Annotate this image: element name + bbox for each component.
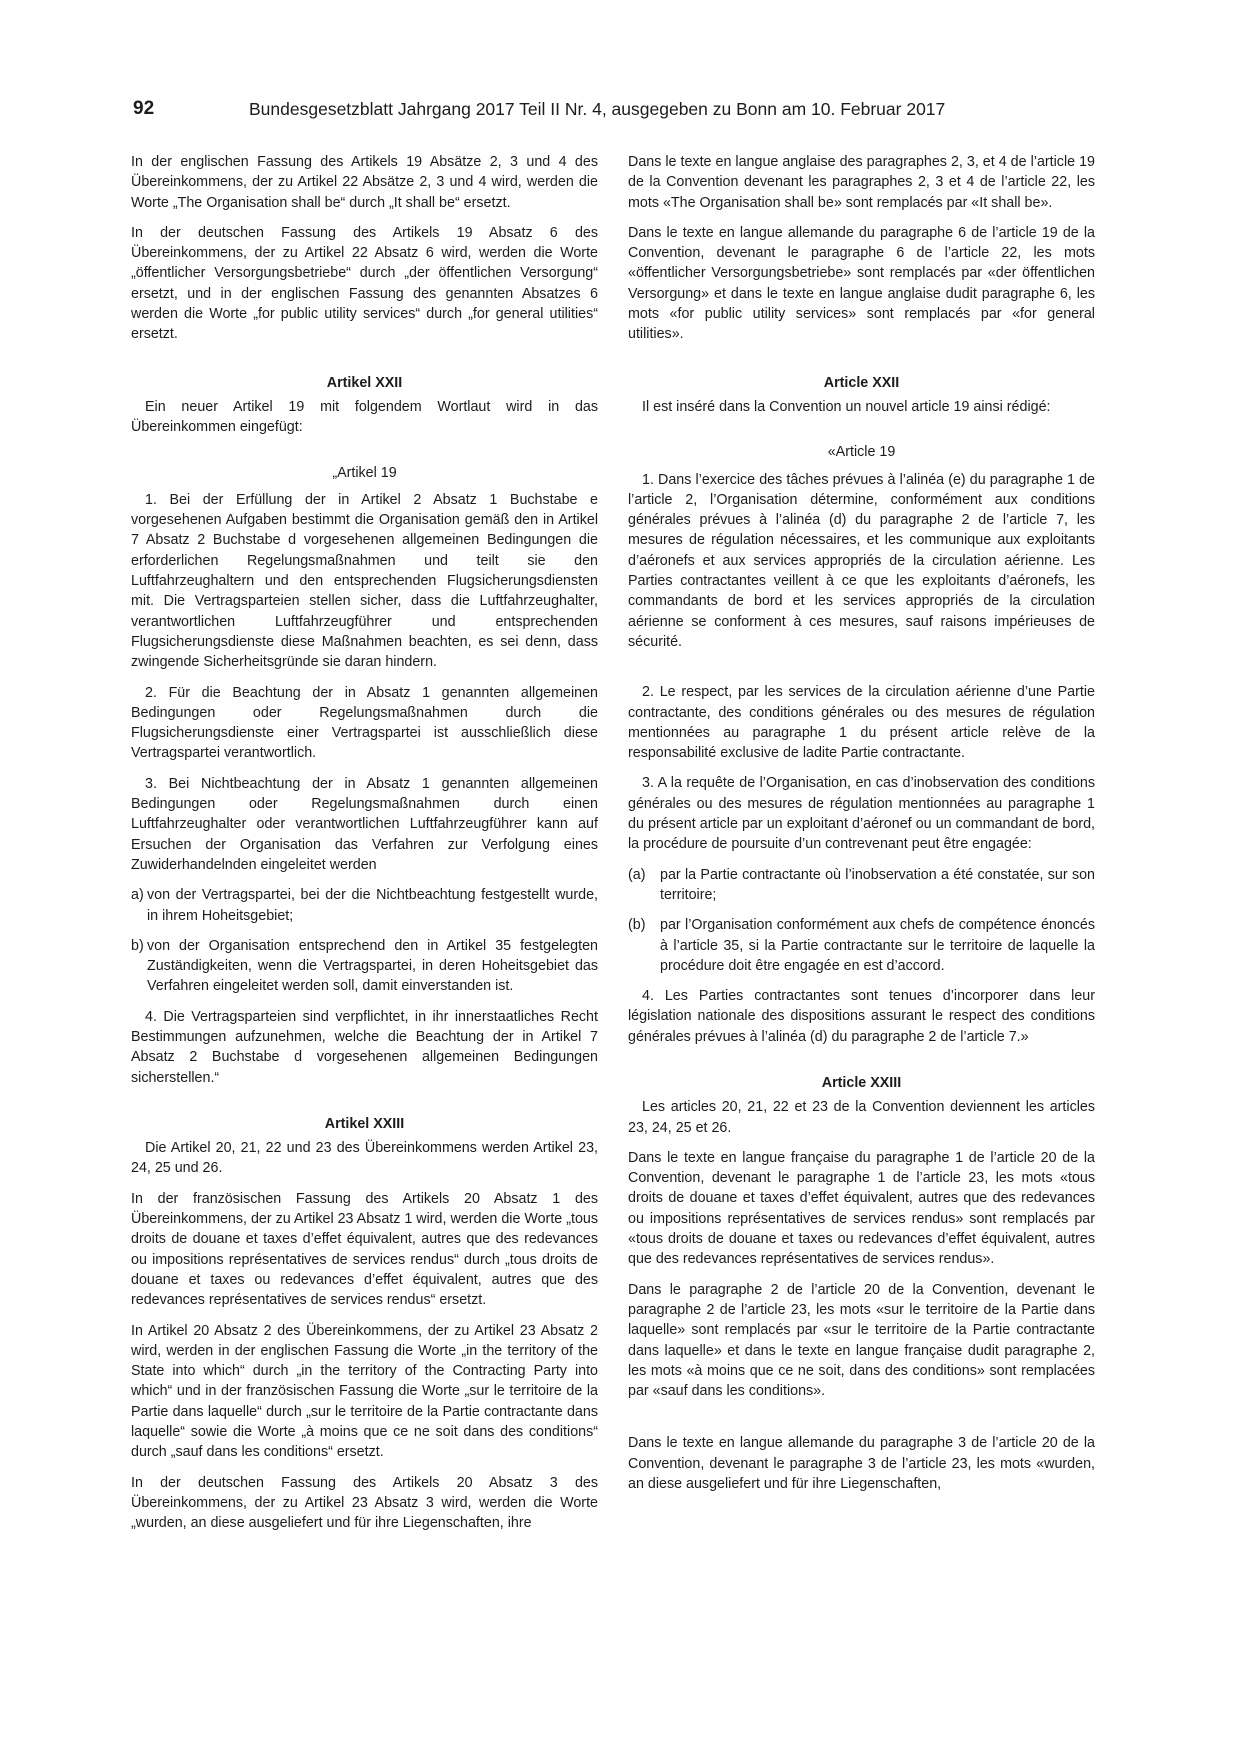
french-column	[628, 152, 1095, 1494]
paragraph: 3. Bei Nichtbeachtung der in Absatz 1 genannten allgemeinen Bedingungen oder Regelungsmaßnahmen durch einen Luftfahrzeughalter oder verantwortlichen Luftfahrzeugführer kann auf Ersuchen der Organisation das Verfahren zur Verfolgung eines Zuwiderhandelnden eingeleitet werden	[131, 775, 598, 873]
article-subheading: «Article 19	[827, 444, 896, 461]
paragraph: 1. Bei der Erfüllung der in Artikel 2 Absatz 1 Buchstabe e vorgesehenen Aufgaben bestimmt die Organisation gemäß den in Artikel 7 Absatz 2 Buchstabe d vorgesehenen allgemeinen Bedingungen die erforderlichen Regelungsmaßnahmen und teilt sie den Luftfahrzeughaltern und den entsprechenden Flugsicherungsdiensten mit. Die Vertragsparteien stellen sicher, dass die Luftfahrzeughalter, verantwortlichen Luftfahrzeugführer und entsprechenden Flugsicherungsdienste diese Maßnahmen beachten, es sei denn, dass zwingende Sicherheitsgründe sie daran hindern.	[131, 491, 598, 671]
article-heading: Article XXIII	[821, 1074, 902, 1091]
paragraph: 4. Die Vertragsparteien sind verpflichtet, in ihr innerstaatliches Recht Bestimmungen aufzunehmen, welche die Beachtung der in Artikel 7 Absatz 2 Buchstabe d vorgesehenen allgemeinen Bedingungen sicherstellen.“	[131, 1008, 598, 1086]
list-text: par la Partie contractante où l’inobservation a été constatée, sur son territoire;	[660, 866, 1095, 903]
paragraph: Dans le texte en langue allemande du paragraphe 3 de l’article 20 de la Convention, devenant le paragraphe 3 de l’article 23, les mots «wurden, an diese ausgeliefert und für ihre Liegenschaften,	[628, 1435, 1095, 1493]
list-label: (b)	[628, 917, 646, 934]
paragraph: Les articles 20, 21, 22 et 23 de la Convention deviennent les articles 23, 24, 25 et 26.	[628, 1099, 1095, 1136]
article-subheading: „Artikel 19	[332, 464, 397, 481]
paragraph: 3. A la requête de l’Organisation, en cas d’inobservation des conditions générales ou des mesures de régulation mentionnées au paragraphe 1 du présent article par un exploitant d’aéronef ou un commandant de bord, la procédure de poursuite d’un contrevenant peut être engagée:	[628, 775, 1095, 853]
list-label: a)	[131, 887, 144, 904]
page-number: 92	[133, 98, 155, 119]
running-title: Bundesgesetzblatt Jahrgang 2017 Teil II Nr. 4, ausgegeben zu Bonn am 10. Februar 2017	[249, 99, 946, 119]
list-text: von der Organisation entsprechend den in Artikel 35 festgelegten Zuständigkeiten, wenn die Vertragspartei, in deren Hoheitsgebiet das Verfahren eingeleitet werden soll, damit einverstanden ist.	[147, 937, 598, 995]
list-item	[131, 885, 598, 926]
paragraph: Die Artikel 20, 21, 22 und 23 des Übereinkommens werden Artikel 23, 24, 25 und 26.	[131, 1140, 598, 1177]
paragraph: Dans le paragraphe 2 de l’article 20 de la Convention, devenant le paragraphe 2 de l’article 23, les mots «sur le territoire de la Partie dans laquelle» sont remplacés par «sur le territoire de la Partie contractante dans laquelle» et dans le texte en langue française dudit paragraphe 2, les mots «à moins que ce ne soit, dans des conditions» sont remplacées par «sauf dans les conditions».	[628, 1281, 1095, 1400]
paragraph: In der deutschen Fassung des Artikels 19 Absatz 6 des Übereinkommens, der zu Artikel 22 Absatz 6 wird, werden die Worte „öffentlicher Versorgungsbetriebe“ durch „der öffentlichen Versorgung“ ersetzt, und in der englischen Fassung des genannten Absatzes 6 werden die Worte „for public utility services“ durch „for general utilities“ ersetzt.	[131, 224, 598, 343]
paragraph: Dans le texte en langue française du paragraphe 1 de l’article 20 de la Convention, devenant le paragraphe 1 de l’article 23, les mots «tous droits de douane et taxes d’effet équivalent, autres que des redevances ou impositions représentatives de services rendus» sont remplacés par «tous droits de douane et taxes ou redevances d’effet équivalent, autres que des redevances représentatives de services rendus».	[628, 1149, 1095, 1268]
article-heading: Artikel XXII	[326, 374, 403, 391]
list-item	[628, 915, 1095, 976]
paragraph: In der englischen Fassung des Artikels 19 Absätze 2, 3 und 4 des Übereinkommens, der zu Artikel 22 Absätze 2, 3 und 4 wird, werden die Worte „The Organisation shall be“ durch „It shall be“ ersetzt.	[131, 154, 598, 211]
list-label: (a)	[628, 866, 646, 883]
list-item	[628, 865, 1095, 906]
paragraph: In der deutschen Fassung des Artikels 20 Absatz 3 des Übereinkommens, der zu Artikel 23 Absatz 3 wird, werden die Worte „wurden, an diese ausgeliefert und für ihre Liegenschaften, ihre	[131, 1474, 598, 1532]
paragraph: Dans le texte en langue anglaise des paragraphes 2, 3, et 4 de l’article 19 de la Convention devenant les paragraphes 2, 3 et 4 de l’article 22, les mots «The Organisation shall be» sont remplacés par «It shall be».	[628, 154, 1095, 211]
list-label: b)	[131, 937, 144, 954]
paragraph: Ein neuer Artikel 19 mit folgendem Wortlaut wird in das Übereinkommen eingefügt:	[131, 398, 598, 436]
article-heading: Article XXII	[823, 374, 900, 391]
paragraph: 4. Les Parties contractantes sont tenues d’incorporer dans leur législation nationale des dispositions assurant le respect des conditions générales prévues à l’alinéa (d) du paragraphe 2 de l’article 7.»	[628, 988, 1095, 1045]
paragraph: Il est inséré dans la Convention un nouvel article 19 ainsi rédigé:	[642, 398, 1051, 415]
list-text: von der Vertragspartei, bei der die Nichtbeachtung festgestellt wurde, in ihrem Hoheitsgebiet;	[147, 887, 598, 924]
paragraph: 2. Für die Beachtung der in Absatz 1 genannten allgemeinen Bedingungen oder Regelungsmaßnahmen durch die Flugsicherungsdienste einer Vertragspartei ist ausschließlich diese Vertragspartei verantwortlich.	[131, 684, 598, 762]
paragraph: 1. Dans l’exercice des tâches prévues à l’alinéa (e) du paragraphe 1 de l’article 2, l’Organisation détermine, conformément aux conditions générales prévues à l’alinéa (d) du paragraphe 2 de l’article 7, les mesures de régulation nécessaires, et les communique aux exploitants d’aéronefs et aux services appropriés de la circulation aérienne. Les Parties contractantes veillent à ce que les exploitants d’aéronefs, les commandants de bord et les services appropriés de la circulation aérienne se conforment à ces mesures, sauf raisons impérieuses de sécurité.	[628, 471, 1095, 650]
list-item	[131, 936, 598, 997]
paragraph: In der französischen Fassung des Artikels 20 Absatz 1 des Übereinkommens, der zu Artikel 23 Absatz 1 wird, werden die Worte „tous droits de douane et taxes d’effet équivalent, autres que des redevances ou impositions représentatives de services rendus“ durch „tous droits de douane et taxes ou redevances d’effet équivalent, autres que des redevances représentatives de services rendus“ ersetzt.	[131, 1190, 598, 1309]
paragraph: Dans le texte en langue allemande du paragraphe 6 de l’article 19 de la Convention, devenant le paragraphe 6 de l’article 22, les mots «öffentlicher Versorgungsbetriebe» sont remplacés par «der öffentlichen Versorgung» et dans le texte en langue anglaise dudit paragraphe 6, les mots «for public utility services» sont remplacés par «for general utilities».	[628, 224, 1095, 343]
page-header	[133, 98, 1103, 128]
paragraph: 2. Le respect, par les services de la circulation aérienne d’une Partie contractante, des conditions générales ou des mesures de régulation mentionnées au paragraphe 1 du présent article relève de la responsabilité exclusive de ladite Partie contractante.	[628, 684, 1095, 762]
article-heading: Artikel XXIII	[324, 1115, 405, 1132]
list-text: par l’Organisation conformément aux chefs de compétence énoncés à l’article 35, si la Partie contractante sur le territoire de laquelle la procédure doit être engagée en est d’accord.	[660, 917, 1095, 974]
german-column	[131, 152, 598, 1534]
paragraph: In Artikel 20 Absatz 2 des Übereinkommens, der zu Artikel 23 Absatz 2 wird, werden in der englischen Fassung die Worte „in the territory of the State into which“ durch „in the territory of the Contracting Party into which“ und in der französischen Fassung die Worte „sur le territoire de la Partie dans laquelle“ durch „sur le territoire de la Partie contractante dans laquelle“ sowie die Worte „à moins que ce ne soit dans des conditions“ durch „sauf dans les conditions“ ersetzt.	[131, 1322, 598, 1461]
